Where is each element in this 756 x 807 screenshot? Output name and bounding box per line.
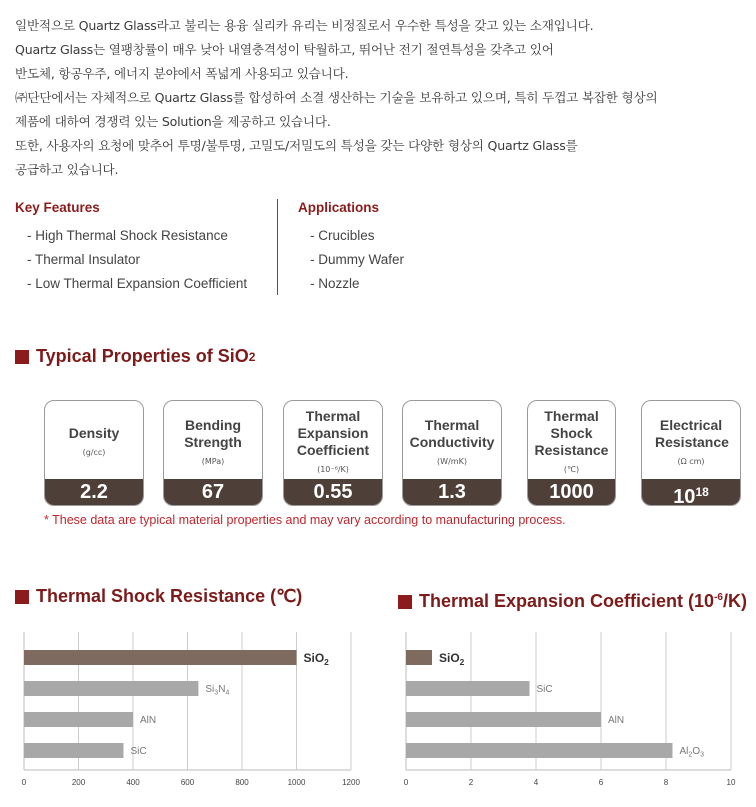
bar-label: $Al_2O_3$ bbox=[679, 746, 704, 759]
key-features bbox=[15, 200, 247, 296]
x-tick-label: 6 bbox=[598, 778, 604, 787]
bar bbox=[406, 743, 673, 758]
bar-label: SiO$_2$ bbox=[303, 650, 329, 667]
intro-text bbox=[15, 14, 743, 182]
application-item: - Crucibles bbox=[310, 228, 375, 243]
card-unit: (W/mK) bbox=[437, 456, 467, 466]
intro-line: 제품에 대하여 경쟁력 있는 Solution을 제공하고 있습니다. bbox=[15, 114, 331, 129]
bar bbox=[406, 681, 530, 696]
key-features-title: Key Features bbox=[15, 200, 100, 215]
property-card-thermal-shock bbox=[527, 400, 616, 506]
title-square-icon bbox=[15, 350, 29, 364]
application-item: - Nozzle bbox=[310, 276, 360, 291]
intro-line: ㈜단단에서는 자체적으로 Quartz Glass를 합성하여 소결 생산하는 기술을 보유하고 있으며, 특히 두껍고 복잡한 형상의 bbox=[15, 90, 658, 105]
x-tick-label: 800 bbox=[235, 778, 249, 787]
property-card-thermal-expansion bbox=[283, 400, 383, 506]
intro-line: 공급하고 있습니다. bbox=[15, 162, 119, 177]
intro-line: 또한, 사용자의 요청에 맞추어 투명/불투명, 고밀도/저밀도의 특성을 갖는 다양한 형상의 Quartz Glass를 bbox=[15, 138, 578, 153]
bar-label: SiC bbox=[536, 684, 553, 696]
bar-label: AlN bbox=[608, 715, 625, 727]
card-value: 1.3 bbox=[403, 479, 501, 505]
intro-line: 반도체, 항공우주, 에너지 분야에서 폭넓게 사용되고 있습니다. bbox=[15, 66, 349, 81]
x-tick-label: 4 bbox=[533, 778, 539, 787]
intro-line: Quartz Glass는 열팽창률이 매우 낮아 내열충격성이 탁월하고, 뛰어난 전기 절연특성을 갖추고 있어 bbox=[15, 42, 554, 57]
card-unit: (MPa) bbox=[201, 456, 225, 466]
section-divider bbox=[277, 199, 278, 295]
applications bbox=[298, 200, 404, 296]
property-card-bending-strength bbox=[163, 400, 263, 506]
card-name: Electrical Resistance bbox=[655, 416, 729, 450]
shock-chart-title-text: Thermal Shock Resistance (℃) bbox=[36, 586, 303, 606]
bar-label: SiC bbox=[130, 746, 147, 758]
properties-title-text: Typical Properties of SiO bbox=[36, 346, 249, 366]
property-card-density bbox=[44, 400, 144, 506]
application-item: - Dummy Wafer bbox=[310, 252, 404, 267]
card-value: 67 bbox=[164, 479, 262, 505]
card-value: 2.2 bbox=[45, 479, 143, 505]
x-tick-label: 0 bbox=[403, 778, 409, 787]
bar bbox=[406, 650, 432, 665]
feature-item: - Low Thermal Expansion Coefficient bbox=[27, 276, 248, 291]
x-tick-label: 1200 bbox=[342, 778, 360, 787]
card-value: 1000 bbox=[528, 479, 615, 505]
bar bbox=[24, 743, 123, 758]
bar bbox=[24, 681, 198, 696]
bar bbox=[24, 650, 297, 665]
properties-title bbox=[15, 346, 255, 367]
bar bbox=[406, 712, 601, 727]
card-unit: (10⁻⁶/K) bbox=[317, 465, 349, 474]
thermal-expansion-chart bbox=[380, 620, 756, 807]
feature-item: - Thermal Insulator bbox=[27, 252, 141, 267]
property-card-electrical-resistance bbox=[641, 400, 741, 506]
card-name: Density bbox=[68, 425, 120, 441]
applications-title: Applications bbox=[298, 200, 380, 215]
thermal-shock-chart bbox=[0, 620, 378, 807]
bar-label: $Si_3N_4$ bbox=[205, 684, 230, 697]
properties-note: * These data are typical material properties and may vary according to manufacturing process. bbox=[44, 513, 566, 527]
card-unit: (g/cc) bbox=[82, 448, 106, 457]
x-tick-label: 10 bbox=[726, 778, 736, 787]
x-tick-label: 8 bbox=[663, 778, 669, 787]
x-tick-label: 200 bbox=[71, 778, 86, 787]
properties-title-sub: 2 bbox=[248, 349, 256, 364]
bar bbox=[24, 712, 133, 727]
bar-label: SiO$_2$ bbox=[439, 650, 465, 667]
intro-line: 일반적으로 Quartz Glass라고 불리는 용융 실리카 유리는 비정질로서 우수한 특성을 갖고 있는 소재입니다. bbox=[15, 18, 594, 33]
property-card-thermal-conductivity bbox=[402, 400, 502, 506]
x-tick-label: 2 bbox=[468, 778, 474, 787]
card-name: Thermal Shock Resistance bbox=[534, 408, 609, 458]
x-tick-label: 600 bbox=[180, 778, 195, 787]
card-unit: (Ω cm) bbox=[677, 456, 705, 466]
title-square-icon bbox=[398, 595, 412, 609]
expansion-chart-title-text: Thermal Expansion Coefficient $(10^{-6}/K)$ bbox=[419, 591, 747, 611]
card-unit: (℃) bbox=[563, 465, 580, 474]
shock-chart-title bbox=[15, 586, 302, 607]
bar-label: AlN bbox=[140, 715, 157, 727]
expansion-chart-title bbox=[398, 591, 747, 612]
card-name: Thermal Conductivity bbox=[409, 416, 495, 450]
feature-item: - High Thermal Shock Resistance bbox=[27, 228, 228, 243]
title-square-icon bbox=[15, 590, 29, 604]
card-value: 0.55 bbox=[284, 479, 382, 505]
card-value: $10^{18}$ bbox=[642, 479, 740, 505]
card-name: Bending Strength bbox=[184, 416, 242, 450]
x-tick-label: 1000 bbox=[287, 778, 306, 787]
x-tick-label: 0 bbox=[21, 778, 27, 787]
card-name: Thermal Expansion Coefficient bbox=[296, 408, 370, 458]
x-tick-label: 400 bbox=[126, 778, 140, 787]
